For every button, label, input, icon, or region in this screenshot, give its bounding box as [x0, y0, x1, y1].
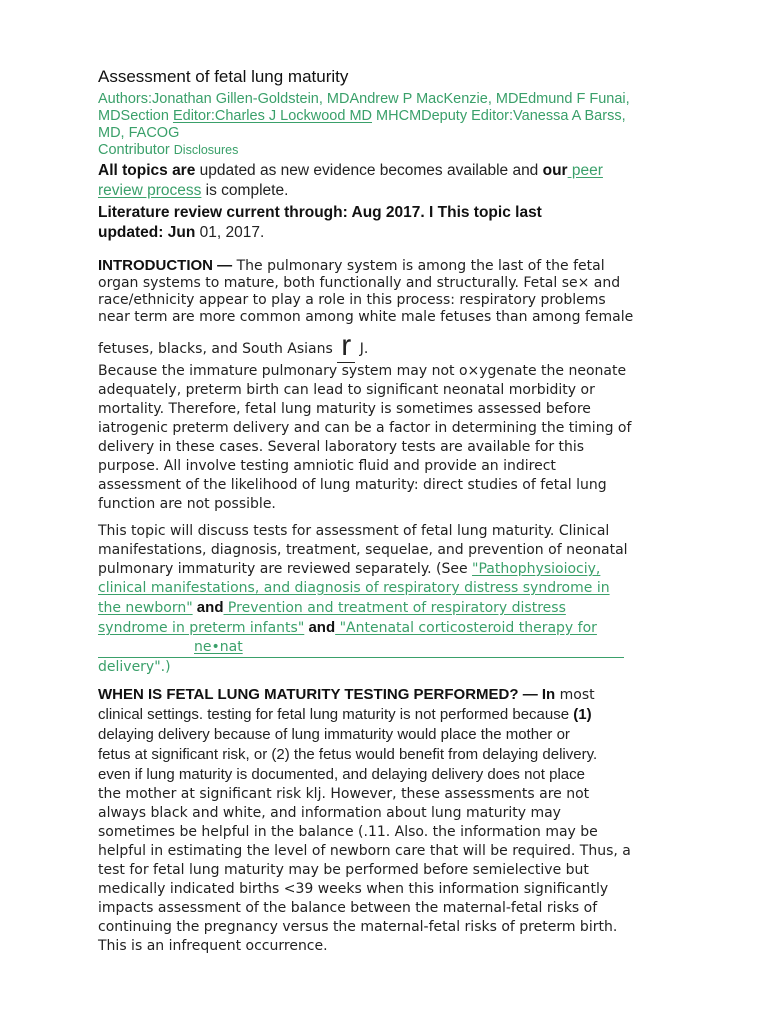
- pathophysiology-link-end[interactable]: the newborn": [98, 600, 193, 616]
- text-line: medically indicated births <39 weeks when this information significantly: [98, 881, 609, 897]
- pathophysiology-link-cont[interactable]: clinical manifestations, and diagnosis of respiratory distress syndrome in: [98, 580, 610, 596]
- antenatal-corticosteroid-link-cont[interactable]: ne•nat: [194, 639, 243, 655]
- review-bold: Literature review current through: Aug 2017. I This topic last: [98, 204, 542, 221]
- text-line: test for fetal lung maturity may be performed before semielective but: [98, 862, 589, 878]
- text-line: [98, 329, 369, 362]
- antenatal-corticosteroid-link-end[interactable]: delivery".): [98, 659, 171, 675]
- text-line: This is an infrequent occurrence.: [98, 938, 328, 954]
- disclosures-link[interactable]: Disclosures: [173, 143, 239, 157]
- paragraph-topic-scope: [98, 522, 638, 677]
- text-line: J.: [355, 341, 369, 357]
- prevention-treatment-link-end[interactable]: syndrome in preterm infants": [98, 620, 305, 636]
- text-line: (1): [573, 706, 592, 723]
- text-line: manifestations, diagnosis, treatment, sequelae, and prevention of neonatal: [98, 542, 628, 558]
- text-line: organ systems to mature, both functionally and structurally. Fetal se× and: [98, 275, 621, 291]
- topics-bold-our: our: [542, 162, 568, 179]
- text-line: even if lung maturity is documented, and delaying delivery does not place: [98, 766, 585, 783]
- disclosures-line: [98, 142, 638, 159]
- authors-text: MHCMDeputy: [372, 108, 472, 124]
- updated-date: 01, 2017.: [195, 224, 265, 241]
- text-line: near term are more common among white male fetuses than among female: [98, 309, 634, 325]
- text-line: impacts assessment of the balance between the maternal-fetal risks of: [98, 900, 598, 916]
- paragraph-immature-system: [98, 362, 638, 514]
- text-line: This topic will discuss tests for assessment of fetal lung maturity. Clinical: [98, 523, 610, 539]
- link-underline-divider: [98, 657, 624, 658]
- text-line: helpful in estimating the level of newborn care that will be required. Thus, a: [98, 843, 631, 859]
- review-notice: [98, 203, 638, 243]
- text-line: continuing the pregnancy versus the maternal-fetal risks of preterm birth.: [98, 919, 618, 935]
- text-line: delivery in these cases. Several laboratory tests are available for this: [98, 439, 585, 455]
- text-line: function are not possible.: [98, 496, 276, 512]
- text-line: assessment of the likelihood of lung maturity: direct studies of fetal lung: [98, 477, 607, 493]
- reference-mark[interactable]: r: [337, 329, 355, 363]
- pathophysiology-link[interactable]: "Pathophysioiociy,: [472, 561, 601, 577]
- text-line: mortality. Therefore, fetal lung maturity is sometimes assessed before: [98, 401, 591, 417]
- prevention-treatment-link[interactable]: Prevention and treatment of respiratory distress: [223, 600, 566, 616]
- deputy-editor-text: Editor:Vanessa A Barss,: [471, 108, 626, 124]
- text-line: fetuses, blacks, and South Asians: [98, 341, 338, 357]
- text-line: The pulmonary system is among the last of the fetal: [232, 258, 605, 274]
- page-title: Assessment of fetal lung maturity: [98, 67, 349, 86]
- authors-line-3: MD, FACOG: [98, 125, 180, 141]
- text-line: always black and white, and information about lung maturity may: [98, 805, 561, 821]
- text-line: most: [555, 687, 595, 703]
- text-line: pulmonary immaturity are reviewed separately. (See: [98, 561, 473, 577]
- text-line: sometimes be helpful in the balance (.11. Also. the information may be: [98, 824, 598, 840]
- text-line: purpose. All involve testing amniotic fluid and provide an indirect: [98, 458, 556, 474]
- section-heading: WHEN IS FETAL LUNG MATURITY TESTING PERFORMED? — In: [98, 686, 556, 703]
- section-editor-link[interactable]: Editor:Charles J Lockwood MD: [172, 108, 373, 124]
- topics-text-end: is complete.: [201, 182, 289, 199]
- introduction-heading: INTRODUCTION —: [98, 257, 233, 274]
- and-text: and: [304, 619, 336, 636]
- introduction-paragraph: [98, 257, 638, 362]
- document: [98, 66, 638, 956]
- peer-review-link[interactable]: peer: [567, 162, 603, 179]
- text-line: race/ethnicity appear to play a role in this process: respiratory problems: [98, 292, 606, 308]
- text-line: adequately, preterm birth can lead to significant neonatal morbidity or: [98, 382, 595, 398]
- text-line: Because the immature pulmonary system may not o×ygenate the neonate: [98, 363, 627, 379]
- text-line: the mother at significant risk klj. However, these assessments are not: [98, 786, 590, 802]
- text-line: delaying delivery because of lung immaturity would place the mother or: [98, 726, 570, 743]
- topics-bold: All topics are: [98, 162, 196, 179]
- and-text: and: [192, 599, 224, 616]
- topics-notice: [98, 161, 638, 201]
- authors-line-1: Authors:Jonathan Gillen-Goldstein, MDAndrew P MacKenzie, MDEdmund F Funai,: [98, 91, 630, 107]
- contributor-label: Contributor: [98, 142, 174, 158]
- updated-label: updated: Jun: [98, 224, 196, 241]
- topics-text: updated as new evidence becomes available and: [195, 162, 543, 179]
- text-line: fetus at significant risk, or (2) the fetus would benefit from delaying delivery.: [98, 746, 598, 763]
- text-line: clinical settings. testing for fetal lung maturity is not performed because: [98, 706, 574, 723]
- antenatal-corticosteroid-link[interactable]: "Antenatal corticosteroid therapy for: [335, 620, 597, 636]
- text-line: iatrogenic preterm delivery and can be a factor in determining the timing of: [98, 420, 632, 436]
- authors-text: MDSection: [98, 108, 173, 124]
- review-process-link[interactable]: review process: [98, 182, 202, 199]
- section-when-testing: [98, 685, 638, 956]
- authors-line-2: [98, 108, 638, 125]
